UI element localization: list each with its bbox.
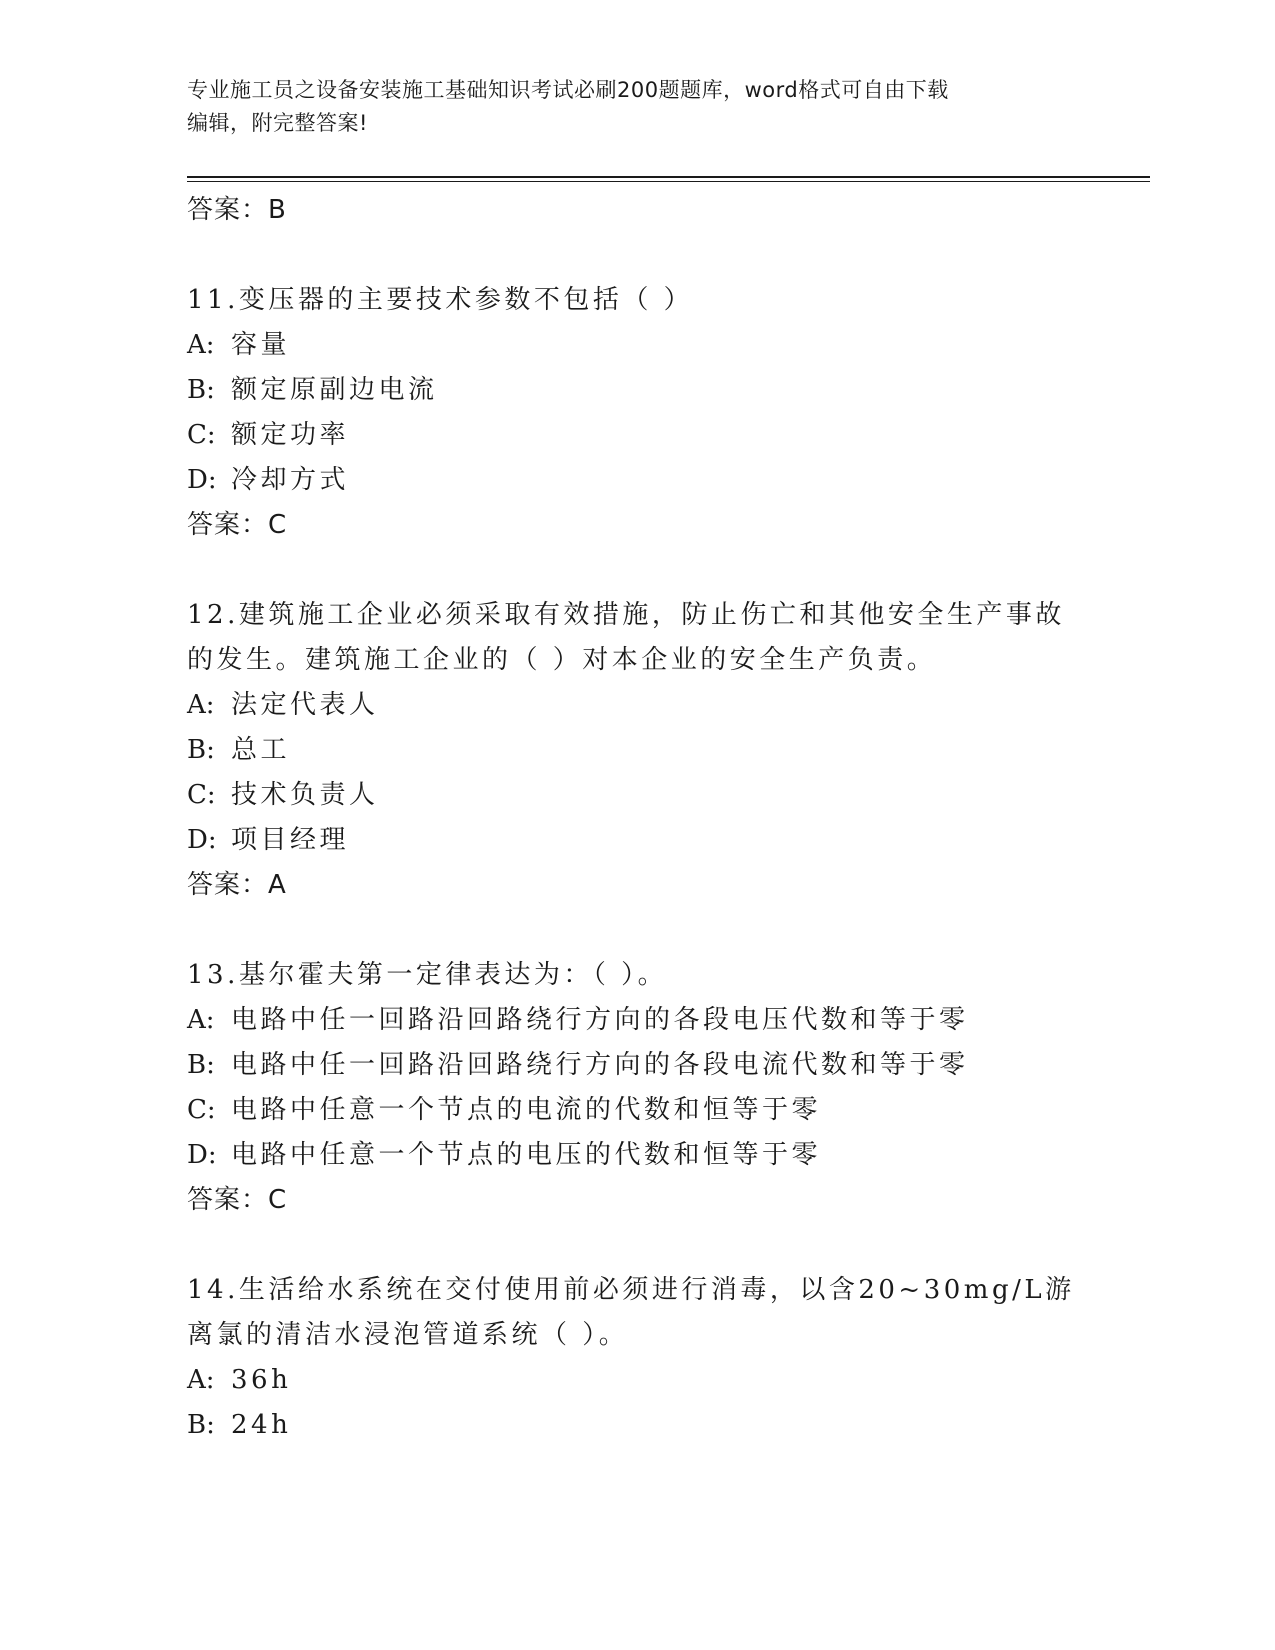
option-item xyxy=(187,1403,1087,1448)
option-key: A: xyxy=(187,1365,215,1395)
option-key: D: xyxy=(187,825,217,855)
question-text: 11.变压器的主要技术参数不包括（ ） xyxy=(187,285,694,315)
option-key: C: xyxy=(187,780,216,810)
option-text: 24h xyxy=(231,1410,292,1440)
header-title-line-2: 编辑，附完整答案! xyxy=(187,111,368,135)
question-spacer xyxy=(187,1224,1087,1268)
answer-line xyxy=(187,863,1087,909)
answer-value: C xyxy=(268,510,287,540)
option-key: D: xyxy=(187,465,217,495)
option-text: 法定代表人 xyxy=(231,690,379,720)
document-header xyxy=(187,74,1087,140)
option-text: 技术负责人 xyxy=(231,780,379,810)
option-text: 容量 xyxy=(231,330,291,360)
option-item xyxy=(187,368,1087,413)
option-text: 电路中任意一个节点的电流的代数和恒等于零 xyxy=(231,1095,822,1125)
option-key: D: xyxy=(187,1140,217,1170)
option-item xyxy=(187,818,1087,863)
answer-line xyxy=(187,1178,1087,1224)
option-text: 电路中任意一个节点的电压的代数和恒等于零 xyxy=(231,1140,822,1170)
option-key: C: xyxy=(187,420,216,450)
option-key: B: xyxy=(187,375,215,405)
header-rule-thick xyxy=(187,176,1150,178)
question-list xyxy=(187,188,1087,1448)
option-text: 额定功率 xyxy=(231,420,350,450)
question-spacer xyxy=(187,549,1087,593)
answer-label: 答案： xyxy=(187,195,269,225)
answer-value: A xyxy=(268,870,286,900)
option-text: 电路中任一回路沿回路绕行方向的各段电流代数和等于零 xyxy=(231,1050,969,1080)
question-spacer xyxy=(187,909,1087,953)
option-item xyxy=(187,1358,1087,1403)
option-item xyxy=(187,323,1087,368)
option-item xyxy=(187,1088,1087,1133)
answer-value: C xyxy=(268,1185,287,1215)
option-text: 36h xyxy=(231,1365,292,1395)
question-text: 13.基尔霍夫第一定律表达为：（ ）。 xyxy=(187,960,668,990)
question-block xyxy=(187,278,1087,549)
option-text: 额定原副边电流 xyxy=(231,375,438,405)
option-text: 项目经理 xyxy=(231,825,350,855)
option-text: 总工 xyxy=(231,735,291,765)
option-text: 电路中任一回路沿回路绕行方向的各段电压代数和等于零 xyxy=(231,1005,969,1035)
header-title-line-1: 专业施工员之设备安装施工基础知识考试必刷200题题库，word格式可自由下载 xyxy=(187,78,949,102)
answer-line xyxy=(187,188,1087,234)
answer-value: B xyxy=(268,195,286,225)
question-spacer xyxy=(187,234,1087,278)
option-key: C: xyxy=(187,1095,216,1125)
answer-label: 答案： xyxy=(187,1185,269,1215)
question-block xyxy=(187,953,1087,1224)
question-block xyxy=(187,1268,1087,1448)
question-text: 14.生活给水系统在交付使用前必须进行消毒，以含20~30mg/L游离氯的清洁水浸泡管道系统（ ）。 xyxy=(187,1275,1075,1350)
answer-line xyxy=(187,503,1087,549)
option-item xyxy=(187,1133,1087,1178)
option-item xyxy=(187,458,1087,503)
option-item xyxy=(187,773,1087,818)
option-item xyxy=(187,998,1087,1043)
option-key: B: xyxy=(187,1410,215,1440)
answer-label: 答案： xyxy=(187,870,269,900)
header-rule-thin xyxy=(187,181,1150,182)
answer-label: 答案： xyxy=(187,510,269,540)
option-item xyxy=(187,413,1087,458)
question-block xyxy=(187,593,1087,909)
question-text: 12.建筑施工企业必须采取有效措施，防止伤亡和其他安全生产事故的发生。建筑施工企业的（ ）对本企业的安全生产负责。 xyxy=(187,600,1065,675)
option-key: B: xyxy=(187,735,215,765)
option-item xyxy=(187,1043,1087,1088)
option-key: A: xyxy=(187,1005,215,1035)
option-key: A: xyxy=(187,690,215,720)
option-key: A: xyxy=(187,330,215,360)
option-item xyxy=(187,683,1087,728)
option-key: B: xyxy=(187,1050,215,1080)
option-text: 冷却方式 xyxy=(231,465,350,495)
option-item xyxy=(187,728,1087,773)
